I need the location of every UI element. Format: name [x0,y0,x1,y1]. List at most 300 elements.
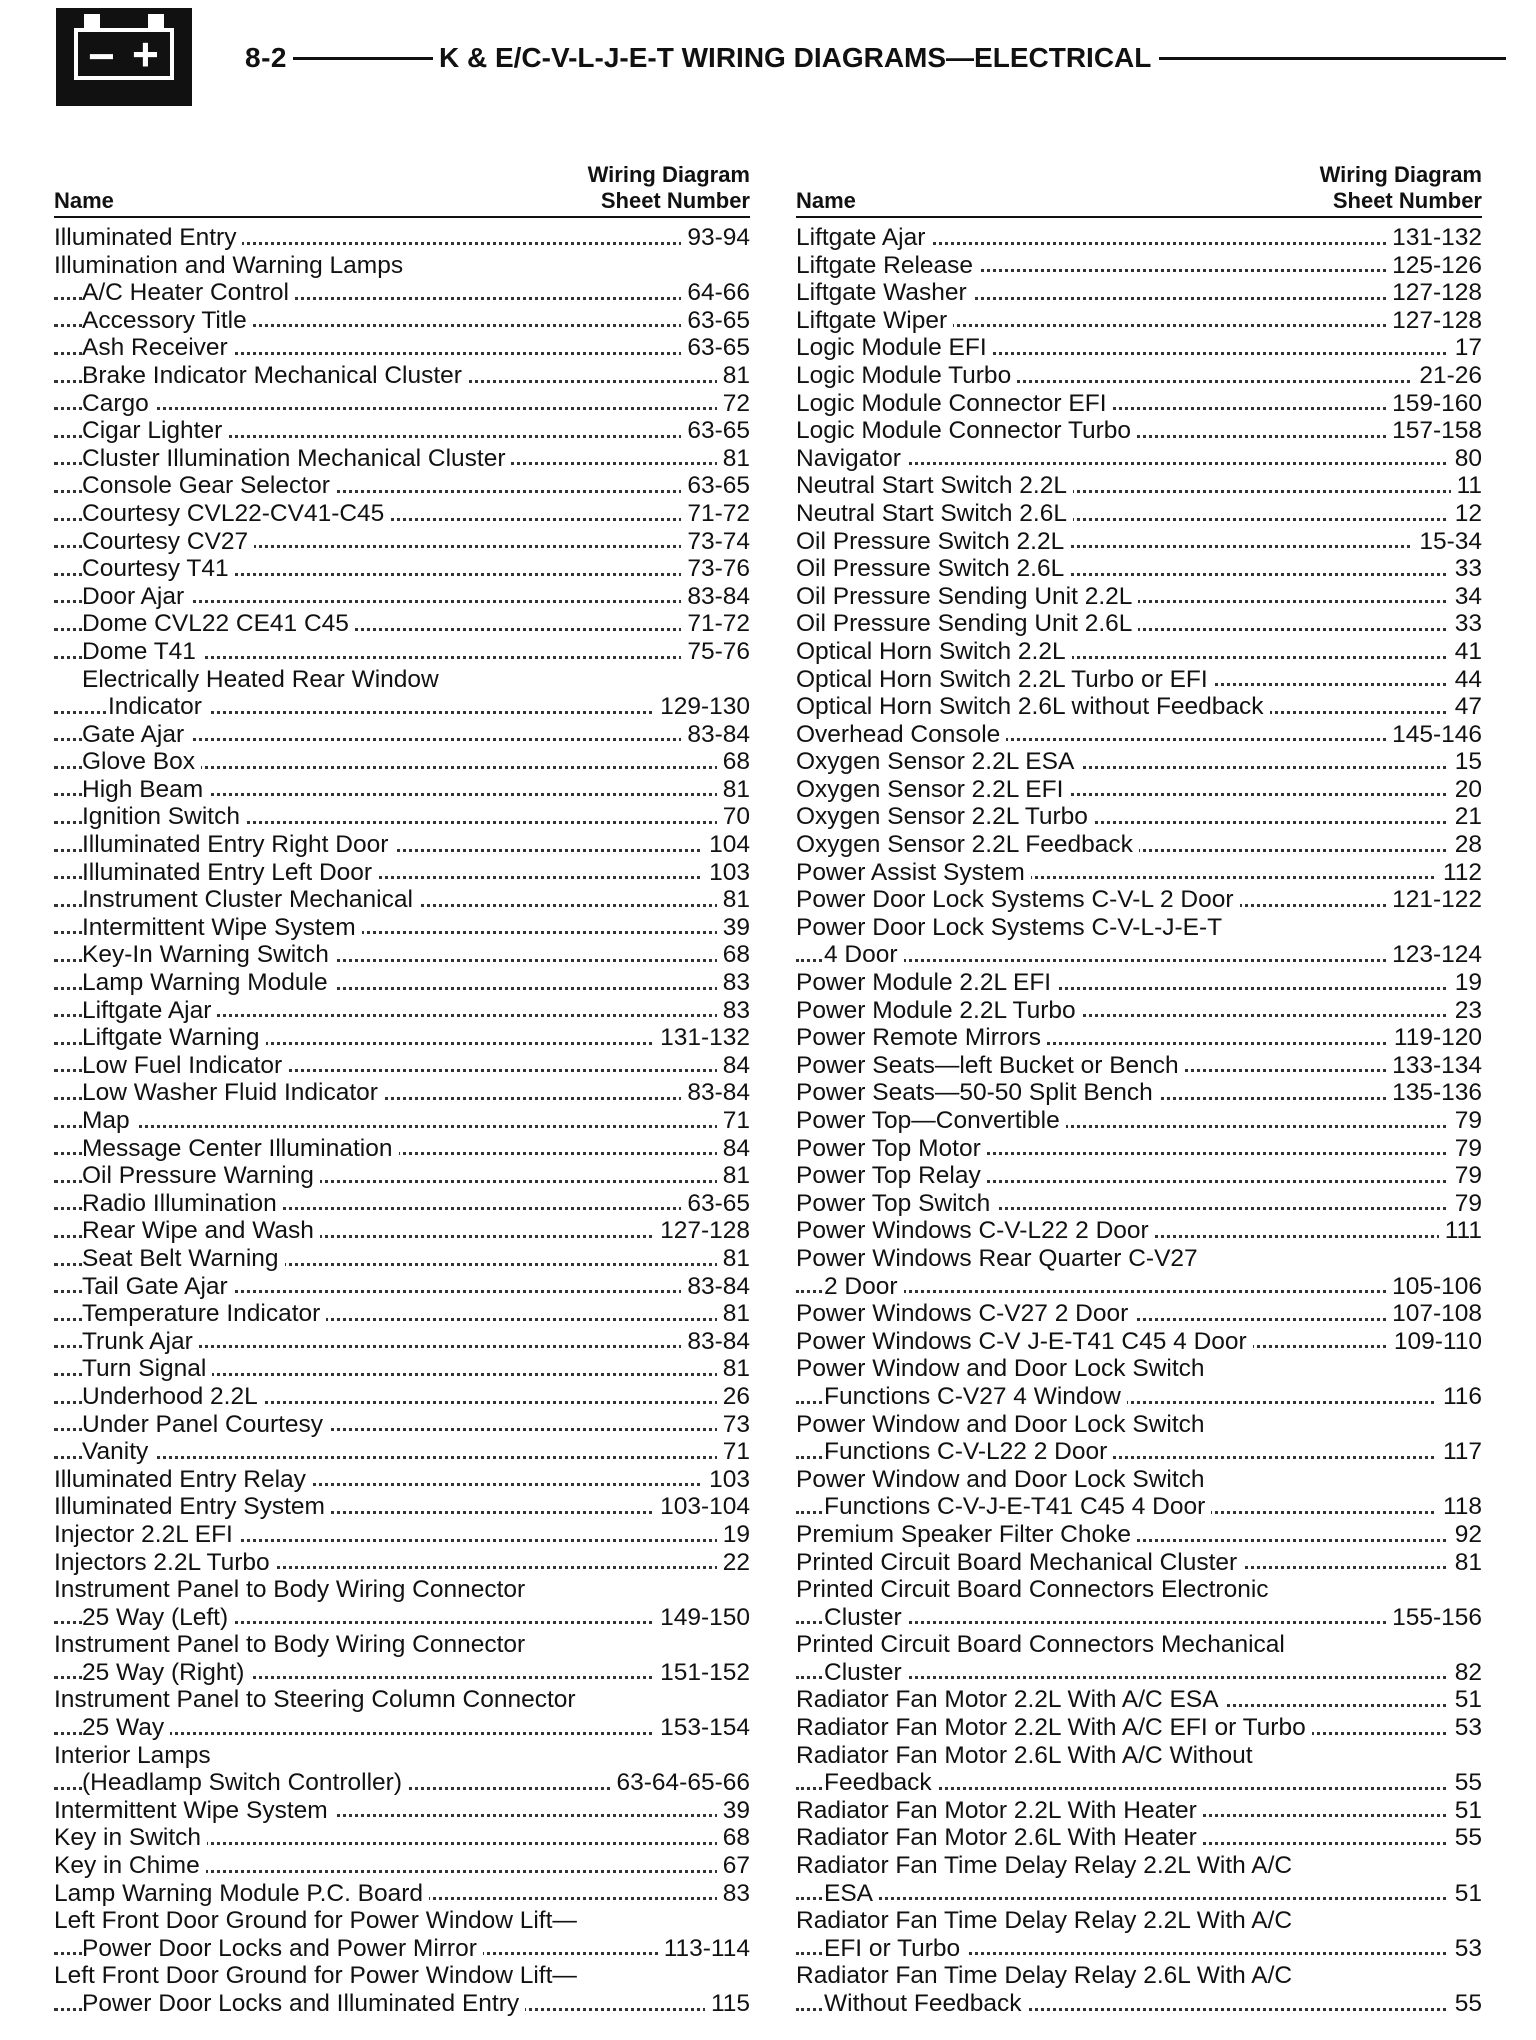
entry-name: Radiator Fan Motor 2.6L With A/C Without [796,1742,1259,1770]
entry-name: Logic Module Connector Turbo [796,417,1137,445]
entry-sheet-number: 103 [703,1466,750,1494]
index-entry [54,1162,750,1190]
index-entry [796,831,1482,859]
index-entry [54,776,750,804]
entry-name: Underhood 2.2L [82,1383,264,1411]
entry-name: Power Window and Door Lock Switch [796,1411,1211,1439]
entry-sheet-number: 64-66 [681,279,750,307]
entry-sheet-number: 127-128 [1386,279,1482,307]
index-entry [54,1245,750,1273]
entry-sheet-number: 151-152 [654,1659,750,1687]
index-entry [796,886,1482,914]
entry-sheet-number: 51 [1449,1686,1482,1714]
entry-name: Oil Pressure Switch 2.6L [796,555,1070,583]
index-entry [54,666,750,694]
entry-sheet-number: 131-132 [1386,224,1482,252]
index-entry [796,1935,1482,1963]
header-rule [293,57,433,60]
index-entry [54,1797,750,1825]
battery-terminal-positive [148,14,164,28]
entry-name: Indicator [108,693,208,721]
index-entry [796,224,1482,252]
index-entry [54,1079,750,1107]
entry-sheet-number: 83 [717,997,750,1025]
index-entry [54,1190,750,1218]
index-entry [54,1824,750,1852]
entry-name: 25 Way (Left) [82,1604,234,1632]
dot-leader [54,1456,750,1459]
entry-sheet-number: 39 [717,914,750,942]
entry-name: Tail Gate Ajar [82,1273,234,1301]
entry-name: Low Fuel Indicator [82,1052,288,1080]
entry-sheet-number: 55 [1449,1824,1482,1852]
index-entry [54,528,750,556]
entry-sheet-number: 131-132 [654,1024,750,1052]
entry-name: Printed Circuit Board Mechanical Cluster [796,1549,1243,1577]
entry-name: Printed Circuit Board Connectors Mechanical [796,1631,1291,1659]
index-entry [796,748,1482,776]
entry-name: Functions C-V-J-E-T41 C45 4 Door [824,1493,1211,1521]
entry-sheet-number: 63-64-65-66 [611,1769,750,1797]
entry-name: Console Gear Selector [82,472,336,500]
entry-name: Radiator Fan Motor 2.2L With A/C ESA [796,1686,1225,1714]
index-entry [54,1355,750,1383]
entry-sheet-number: 145-146 [1386,721,1482,749]
entry-name: Cargo [82,390,155,418]
index-entry [796,1576,1482,1604]
entry-sheet-number: 116 [1437,1383,1482,1411]
index-entry [54,417,750,445]
index-entry [54,583,750,611]
index-entry [54,1659,750,1687]
index-entry [796,528,1482,556]
entry-name: Liftgate Warning [82,1024,266,1052]
index-entry [796,362,1482,390]
entry-name: Power Window and Door Lock Switch [796,1466,1211,1494]
page-header [245,38,1506,78]
entry-sheet-number: 33 [1449,610,1482,638]
index-entry [54,914,750,942]
entry-name: Power Top—Convertible [796,1107,1066,1135]
entry-sheet-number: 103 [703,859,750,887]
index-entry [796,1328,1482,1356]
entry-name: (Headlamp Switch Controller) [82,1769,408,1797]
index-entry [54,1604,750,1632]
index-entry [796,445,1482,473]
index-entry [796,1769,1482,1797]
entry-sheet-number: 81 [1449,1549,1482,1577]
entry-name: 25 Way [82,1714,170,1742]
index-entry [54,997,750,1025]
entry-name: Gate Ajar [82,721,190,749]
entry-sheet-number: 28 [1449,831,1482,859]
index-entry [796,334,1482,362]
index-entry [796,1521,1482,1549]
entry-name: Oil Pressure Switch 2.2L [796,528,1070,556]
index-entry [54,1024,750,1052]
index-entry [54,721,750,749]
entry-name: EFI or Turbo [824,1935,966,1963]
entry-name: Oil Pressure Warning [82,1162,320,1190]
entry-sheet-number: 81 [717,1245,750,1273]
entry-name: Liftgate Ajar [82,997,217,1025]
index-entry [54,1907,750,1935]
entry-name: Brake Indicator Mechanical Cluster [82,362,468,390]
index-entry [796,941,1482,969]
entry-sheet-number: 51 [1449,1797,1482,1825]
entry-name: Radiator Fan Time Delay Relay 2.2L With A/C [796,1852,1298,1880]
entry-sheet-number: 83-84 [681,1328,750,1356]
entry-name: Oxygen Sensor 2.2L Turbo [796,803,1094,831]
index-entry [54,859,750,887]
entry-name: Intermittent Wipe System [82,914,362,942]
entry-sheet-number: 47 [1449,693,1482,721]
entry-sheet-number: 23 [1449,997,1482,1025]
entry-name: Feedback [824,1769,938,1797]
entry-sheet-number: 68 [717,748,750,776]
entry-sheet-number: 53 [1449,1714,1482,1742]
entry-name: Printed Circuit Board Connectors Electronic [796,1576,1275,1604]
index-entry [54,334,750,362]
entry-name: Accessory Title [82,307,253,335]
entry-sheet-number: 71-72 [681,500,750,528]
entry-sheet-number: 21 [1449,803,1482,831]
index-entry [796,1217,1482,1245]
sheet-header-line2: Sheet Number [600,188,750,213]
index-entry [796,500,1482,528]
entry-sheet-number: 71 [717,1438,750,1466]
entry-sheet-number: 55 [1449,1769,1482,1797]
entry-sheet-number: 79 [1449,1135,1482,1163]
index-entry [796,997,1482,1025]
index-entry [54,803,750,831]
entry-list [796,224,1482,2018]
entry-name: Oil Pressure Sending Unit 2.6L [796,610,1138,638]
entry-sheet-number: 92 [1449,1521,1482,1549]
entry-name: 2 Door [824,1273,904,1301]
entry-sheet-number: 63-65 [681,334,750,362]
entry-sheet-number: 81 [717,445,750,473]
entry-name: Power Door Locks and Illuminated Entry [82,1990,525,2018]
entry-sheet-number: 19 [717,1521,750,1549]
entry-name: Seat Belt Warning [82,1245,285,1273]
index-entry [796,1273,1482,1301]
index-entry [54,1107,750,1135]
entry-name: Instrument Cluster Mechanical [82,886,419,914]
entry-sheet-number: 83 [717,1880,750,1908]
entry-name: Radiator Fan Time Delay Relay 2.2L With A/C [796,1907,1298,1935]
index-entry [54,1273,750,1301]
index-entry [796,1797,1482,1825]
header-rule [1159,57,1506,60]
entry-name: Illumination and Warning Lamps [54,252,409,280]
entry-name: A/C Heater Control [82,279,295,307]
entry-name: Radiator Fan Motor 2.6L With Heater [796,1824,1203,1852]
entry-sheet-number: 44 [1449,666,1482,694]
entry-name: Liftgate Release [796,252,979,280]
index-entry [54,224,750,252]
index-entry [796,279,1482,307]
entry-sheet-number: 83-84 [681,721,750,749]
index-entry [796,1742,1482,1770]
index-entry [54,638,750,666]
entry-name: Navigator [796,445,907,473]
index-entry [796,1714,1482,1742]
entry-sheet-number: 67 [717,1852,750,1880]
index-entry [54,1714,750,1742]
entry-name: Power Windows Rear Quarter C-V27 [796,1245,1204,1273]
entry-sheet-number: 113-114 [658,1935,750,1963]
entry-name: Power Door Lock Systems C-V-L 2 Door [796,886,1240,914]
entry-sheet-number: 133-134 [1386,1052,1482,1080]
entry-sheet-number: 17 [1449,334,1482,362]
entry-sheet-number: 51 [1449,1880,1482,1908]
index-entry [796,1852,1482,1880]
entry-name: Logic Module Connector EFI [796,390,1113,418]
battery-cell-outline [74,28,174,80]
index-entry [796,1245,1482,1273]
entry-sheet-number: 119-120 [1388,1024,1482,1052]
entry-name: Optical Horn Switch 2.2L [796,638,1072,666]
entry-name: Power Window and Door Lock Switch [796,1355,1211,1383]
index-entry [796,1190,1482,1218]
entry-name: Logic Module Turbo [796,362,1017,390]
index-entry [54,1576,750,1604]
entry-name: Key in Switch [54,1824,207,1852]
entry-name: Cigar Lighter [82,417,228,445]
entry-name: Power Door Lock Systems C-V-L-J-E-T [796,914,1228,942]
entry-sheet-number: 81 [717,1162,750,1190]
entry-name: Power Windows C-V J-E-T41 C45 4 Door [796,1328,1253,1356]
index-entry [54,1217,750,1245]
entry-sheet-number: 55 [1449,1990,1482,2018]
index-entry [54,1742,750,1770]
index-entry [54,445,750,473]
index-entry [796,666,1482,694]
entry-name: Neutral Start Switch 2.6L [796,500,1073,528]
entry-sheet-number: 112 [1437,859,1482,887]
entry-name: Trunk Ajar [82,1328,199,1356]
index-entry [796,1604,1482,1632]
entry-sheet-number: 153-154 [654,1714,750,1742]
index-entry [54,831,750,859]
battery-terminal-negative [84,14,100,28]
entry-sheet-number: 157-158 [1386,417,1482,445]
index-entry [796,1162,1482,1190]
index-entry [796,1355,1482,1383]
index-entry [796,1549,1482,1577]
name-column-header: Name [54,188,114,213]
index-column-right [796,152,1482,2018]
entry-name: Radiator Fan Motor 2.2L With A/C EFI or Turbo [796,1714,1312,1742]
entry-sheet-number: 111 [1439,1217,1482,1245]
entry-name: Power Windows C-V-L22 2 Door [796,1217,1155,1245]
index-entry [796,1411,1482,1439]
entry-list [54,224,750,2018]
index-entry [54,693,750,721]
entry-sheet-number: 149-150 [654,1604,750,1632]
entry-name: Intermittent Wipe System [54,1797,334,1825]
entry-name: Instrument Panel to Body Wiring Connector [54,1631,531,1659]
entry-sheet-number: 159-160 [1386,390,1482,418]
entry-name: Neutral Start Switch 2.2L [796,472,1073,500]
entry-name: Lamp Warning Module P.C. Board [54,1880,429,1908]
index-entry [796,803,1482,831]
entry-sheet-number: 123-124 [1386,941,1482,969]
battery-symbol-icon [56,8,192,106]
entry-name: Glove Box [82,748,201,776]
entry-sheet-number: 41 [1449,638,1482,666]
entry-sheet-number: 70 [717,803,750,831]
entry-name: Cluster [824,1659,908,1687]
entry-name: Low Washer Fluid Indicator [82,1079,384,1107]
entry-sheet-number: 22 [717,1549,750,1577]
entry-sheet-number: 81 [717,886,750,914]
entry-sheet-number: 84 [717,1052,750,1080]
entry-name: Map [82,1107,136,1135]
entry-sheet-number: 118 [1437,1493,1482,1521]
entry-name: Ignition Switch [82,803,246,831]
entry-sheet-number: 82 [1449,1659,1482,1687]
entry-name: Power Module 2.2L EFI [796,969,1057,997]
entry-sheet-number: 19 [1449,969,1482,997]
entry-name: Left Front Door Ground for Power Window Lift— [54,1962,583,1990]
index-entry [54,390,750,418]
index-entry [796,252,1482,280]
index-entry [796,914,1482,942]
entry-sheet-number: 68 [717,941,750,969]
index-entry [796,1907,1482,1935]
index-entry [54,555,750,583]
index-entry [796,472,1482,500]
entry-name: Radio Illumination [82,1190,283,1218]
minus-sign-icon: − [88,30,115,82]
index-entry [54,279,750,307]
index-entry [796,721,1482,749]
entry-name: Oil Pressure Sending Unit 2.2L [796,583,1138,611]
index-entry [54,969,750,997]
entry-sheet-number: 127-128 [1386,307,1482,335]
index-entry [796,1880,1482,1908]
entry-name: Cluster Illumination Mechanical Cluster [82,445,511,473]
entry-name: Key in Chime [54,1852,206,1880]
entry-name: Illuminated Entry Relay [54,1466,312,1494]
index-entry [54,1631,750,1659]
index-entry [54,362,750,390]
index-entry [54,1411,750,1439]
index-entry [796,1631,1482,1659]
index-entry [796,693,1482,721]
entry-name: Turn Signal [82,1355,212,1383]
entry-name: Power Top Switch [796,1190,996,1218]
entry-sheet-number: 20 [1449,776,1482,804]
entry-sheet-number: 39 [717,1797,750,1825]
index-entry [796,1052,1482,1080]
entry-sheet-number: 80 [1449,445,1482,473]
dot-leader [54,407,750,410]
entry-name: Overhead Console [796,721,1006,749]
index-entry [54,1852,750,1880]
entry-sheet-number: 34 [1449,583,1482,611]
index-entry [796,417,1482,445]
entry-name: Lamp Warning Module [82,969,334,997]
entry-name: High Beam [82,776,209,804]
entry-name: Dome T41 [82,638,202,666]
entry-name: 25 Way (Right) [82,1659,250,1687]
entry-sheet-number: 81 [717,1355,750,1383]
entry-name: ESA [824,1880,879,1908]
entry-name: 4 Door [824,941,904,969]
column-header [796,152,1482,218]
entry-sheet-number: 93-94 [681,224,750,252]
index-entry [54,1990,750,2018]
entry-name: Optical Horn Switch 2.2L Turbo or EFI [796,666,1214,694]
entry-sheet-number: 72 [717,390,750,418]
index-entry [54,1328,750,1356]
plus-sign-icon: + [132,28,159,80]
entry-name: Functions C-V27 4 Window [824,1383,1127,1411]
entry-name: Illuminated Entry Left Door [82,859,378,887]
entry-sheet-number: 127-128 [654,1217,750,1245]
index-entry [796,1962,1482,1990]
entry-name: Power Seats—left Bucket or Bench [796,1052,1185,1080]
entry-name: Interior Lamps [54,1742,217,1770]
index-entry [54,1521,750,1549]
index-entry [796,776,1482,804]
entry-sheet-number: 83-84 [681,1273,750,1301]
entry-name: Dome CVL22 CE41 C45 [82,610,355,638]
index-entry [54,1962,750,1990]
entry-name: Optical Horn Switch 2.6L without Feedback [796,693,1270,721]
sheet-header-line1: Wiring Diagram [1319,162,1482,187]
sheet-header-line2: Sheet Number [1332,188,1482,213]
index-entry [796,1107,1482,1135]
index-entry [54,1549,750,1577]
entry-name: Power Top Relay [796,1162,987,1190]
index-entry [54,886,750,914]
index-entry [796,638,1482,666]
entry-name: Courtesy CV27 [82,528,254,556]
entry-name: Door Ajar [82,583,190,611]
entry-sheet-number: 75-76 [681,638,750,666]
entry-name: Injectors 2.2L Turbo [54,1549,276,1577]
index-entry [796,1079,1482,1107]
entry-sheet-number: 81 [717,1300,750,1328]
entry-name: Illuminated Entry [54,224,242,252]
page-title: K & E/C-V-L-J-E-T WIRING DIAGRAMS—ELECTRICAL [438,42,1152,73]
index-entry [796,1686,1482,1714]
entry-name: Injector 2.2L EFI [54,1521,239,1549]
index-entry [54,1935,750,1963]
index-entry [54,252,750,280]
entry-sheet-number: 15-34 [1413,528,1482,556]
entry-sheet-number: 109-110 [1388,1328,1482,1356]
entry-sheet-number: 63-65 [681,472,750,500]
index-entry [796,1659,1482,1687]
entry-name: Power Door Locks and Power Mirror [82,1935,483,1963]
entry-sheet-number: 81 [717,776,750,804]
entry-name: Under Panel Courtesy [82,1411,329,1439]
column-header [54,152,750,218]
entry-sheet-number: 104 [703,831,750,859]
entry-name: Oxygen Sensor 2.2L EFI [796,776,1069,804]
entry-name: Radiator Fan Time Delay Relay 2.6L With A/C [796,1962,1298,1990]
entry-sheet-number: 79 [1449,1107,1482,1135]
index-entry [54,1466,750,1494]
index-entry [54,748,750,776]
index-entry [796,1493,1482,1521]
index-entry [54,1383,750,1411]
